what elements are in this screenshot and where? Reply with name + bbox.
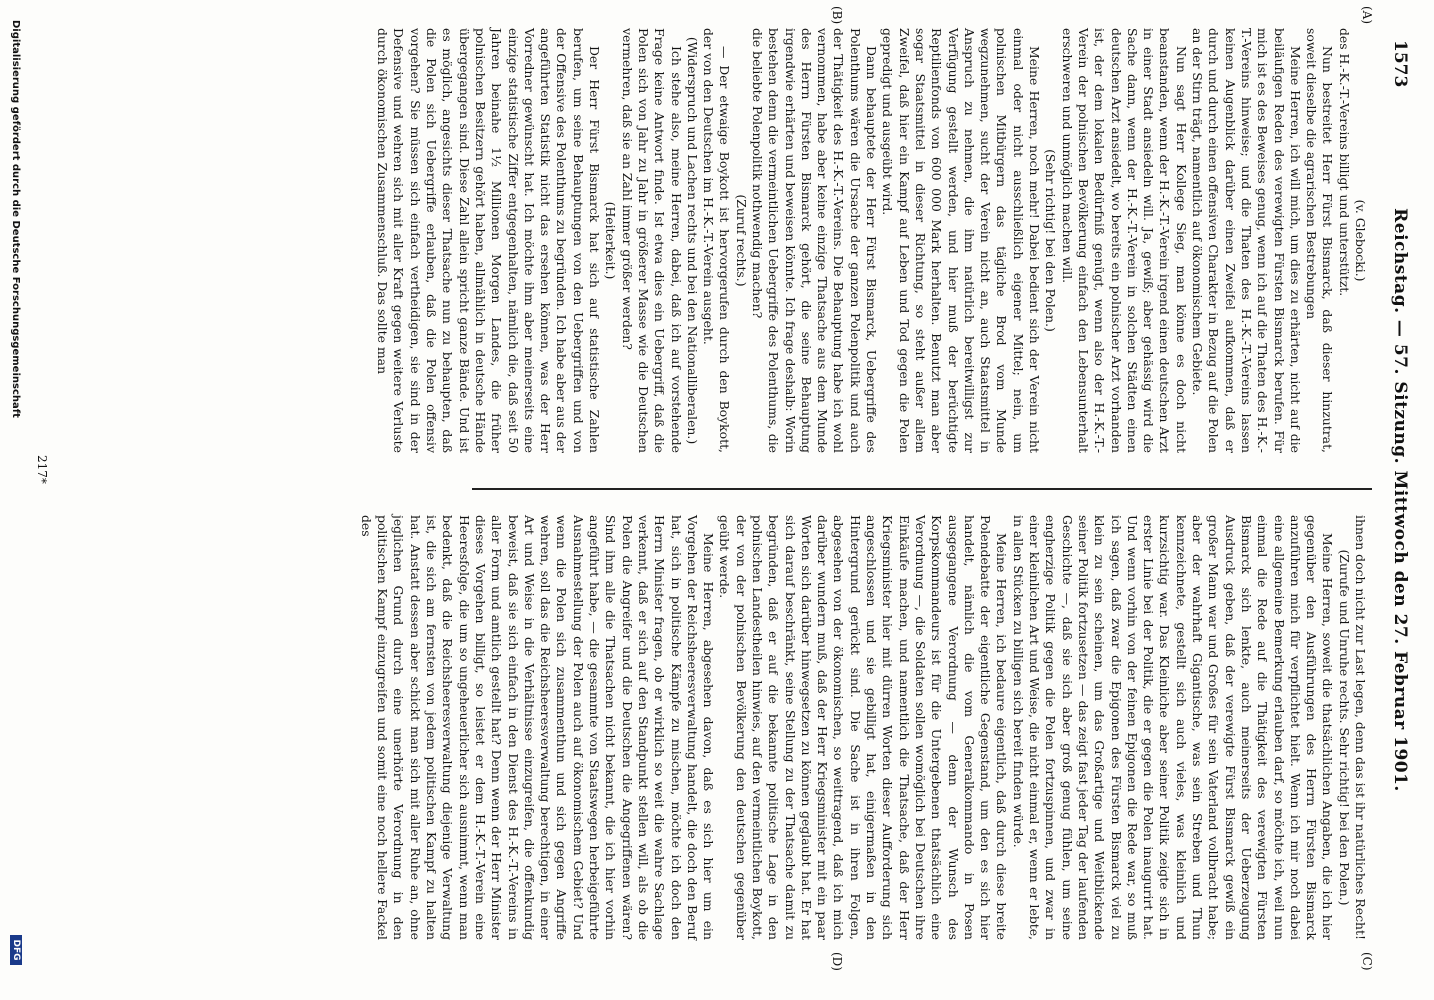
interjection: (Zurufe und Unruhe rechts. Sehr richtig! bei den Polen.) (1336, 549, 1352, 906)
paragraph: Ich stehe also, meine Herren, dabei, daß ich auf vorstehende Frage keine Antwort finde. Ist etwa dies ein Uebergriff, daß die Polen sich von Jahr zu Jahr in größerer Masse wie die Deutschen vermehren, daß sie an Zahl immer größer werden? (619, 28, 684, 453)
paragraph: des H.-K.-T.-Vereins billigt und unterstützt. (1336, 28, 1352, 297)
paragraph: Meine Herren, ich bedaure eigentlich, daß durch diese breite Polendebatte der eigentliche Gegenstand, um den es sich hier handelt, nämlich die vom Generalkommando in Posen ausgegangene Verordnung — denn der Wunsch des Korpskommandeurs ist für die Untergebenen thatsächlich eine Verordnung —, die Soldaten sollen womöglich bei Deutschen ihre Einkäufe machen, und namentlich die Thatsache, daß der Herr Kriegsminister hier mit dürren Worten dieser Aufforderung sich angeschlossen und sie gebilligt hat, einigermaßen in den Hintergrund gerückt sind. Die Sache ist in ihren Folgen, abgesehen von der ökonomischen, so weittragend, daß ich mich darüber wundern muß, daß der Herr Kriegsminister mit ein paar Worten sich darüber hinwegsetzen zu können geglaubt hat. Er hat sich darauf beschränkt, seine Stellung zu der Thatsache damit zu begründen, daß er auf die bekannte politische Lage in den polnischen Landestheilen hinwies, auf den vermeintlichen Boykott, der von der polnischen Bevölkerung den deutschen gegenüber geübt werde. (717, 515, 1010, 940)
paragraph: Nun sagt Herr Kollege Sieg, man könne es doch nicht beanstanden, wenn der H.-K.-T.-Verein irgend einen deutschen Arzt in einer Stadt ansiedeln will. Ja, gewiß; aber gehässig wird die Sache dann, wenn der H.-K.-T.-Verein in solchen Städten einen deutschen Arzt ansiedelt, wo bereits ein polnischer Arzt vorhanden ist, der dem lokalen Bedürfniß genügt, wenn also der H.-K.-T.-Verein der polnischen Bevölkerung einfach den Lebensunterhalt erschweren und unmöglich machen will. (1059, 28, 1189, 453)
paragraph: — Der etwaige Boykott ist hervorgerufen durch den Boykott, der von den Deutschen im H.-K.-T.-Verein ausgeht. (701, 28, 733, 453)
dfg-logo: DFG (10, 935, 22, 965)
margin-marker-b: (B) (830, 6, 844, 25)
paragraph: Der Herr Fürst Bismarck hat sich auf statistische Zahlen berufen, um seine Behauptungen von den Uebergriffen und von der Offensive des Polenthums zu begründen. Ich habe aber aus der angeführten Statistik nicht das ersehen können, was der Herr Vorredner gewünscht hat. Ich möchte ihm aber meinerseits eine einzige statistische Ziffer entgegenhalten, nämlich die, daß seit 50 Jahren beinahe 1½ Millionen Morgen Landes, die früher polnischen Besitzern gehört haben, allmählich in deutsche Hände übergegangen sind. Diese Zahl allein spricht ganze Bände. Und ist es möglich, angesichts dieser Thatsache nun zu behaupten, daß die Polen sich Uebergriffe erlauben, daß die Polen offensiv vorgehen? Sie müssen sich einfach vertheidigen, sie sind in der Defensive und wehren sich mit aller Kraft gegen weitere Verluste durch ökonomischen Zusammenschluß. Das sollte man (375, 28, 603, 453)
interjection: (Sehr richtig! bei den Polen.) (1043, 149, 1059, 332)
interjection: (Heiterkeit.) (603, 201, 619, 280)
page-title: Reichstag. — 57. Sitzung. Mittwoch den 27. Februar 1901. (1390, 208, 1410, 792)
paragraph: Dann behauptete der Herr Fürst Bismarck, Uebergriffe des Polenthums wären die Ursache der ganzen Polenpolitik und auch der Thätigkeit des H.-K.-T.-Vereins. Die Behauptung habe ich wohl vernommen, habe aber keine einzige Thatsache aus dem Munde des Herrn Fürsten Bismarck gehört, die seine Behauptung irgendwie erhärten und beweisen könnte. Ich frage deshalb: Worin bestehen denn die vermeintlichen Uebergriffe des Polenthums, die die beliebte Polenpolitik nothwendig machen? (750, 28, 880, 453)
interjection: (Widerspruch und Lachen rechts und bei den Nationalliberalen.) (684, 36, 700, 445)
page-header (1386, 40, 1416, 960)
interjection: (Zuruf rechts.) (733, 194, 749, 287)
paragraph: Nun bestreitet Herr Fürst Bismarck, daß dieser hinzutrat, soweit dieselbe die agrarischen Bestrebungen (1304, 28, 1336, 453)
paragraph: Meine Herren, soweit die thatsächlichen Angaben, die ich hier gegenüber den Ausführungen des Herrn Fürsten Bismarck anzuführen mich für verpflichtet hielt. Wenn ich mir noch dabei eine allgemeine Bemerkung erlauben darf, so möchte ich, weil nun einmal die Rede auf die Thätigkeit des verewigten Fürsten Bismarck sich lenkte, auch meinerseits der Ueberzeugung Ausdruck geben, daß der verewigte Fürst Bismarck gewiß ein großer Mann war und Großes für sein Vaterland vollbracht habe; aber der wahrhaft Gigantische, was sein Streben und Thun kennzeichnete, gestellt sich auch vieles, was kleinlich und kurzsichtig war. Das Kleinliche aber seiner Politik zeigte sich in erster Linie bei der Politik, die er gegen die Polen inaugurirt hat. Und wenn vorhin von der feinen Epigonen die Rede war, so muß ich sagen, daß zwar die Epigonen des Fürsten Bismarck viel zu klein zu sein scheinen, um das Großartige und Weitblickende seiner Politik fortzusetzen — das zeigt fast jeder Tag der laufenden Geschichte —, daß sie sich aber groß genug fühlen, um seine engherzige Politik gegen die Polen fortzuspinnen, und zwar in einer kleinlichen Art und Weise, die nicht einmal er, wenn er lebte, in allen Stücken zu billigen sich bereit finden würde. (1010, 515, 1336, 940)
margin-marker-c: (C) (1360, 952, 1374, 971)
paragraph: Meine Herren, ich will mich, um dies zu erhärten, nicht auf die beiläufigen Reden des verewigten Fürsten Bismarck berufen. Für mich ist es des Beweises genug, wenn ich auf die Thaten des H.-K.-T.-Vereins hinweise; und die Thaten des H.-K.-T.-Vereins lassen keinen Augenblick darüber einen Zweifel aufkommen, daß er durch und durch einen offensiven Charakter in Bezug auf die Polen an der Stirn trägt, namentlich auf ökonomischem Gebiete. (1190, 28, 1303, 453)
page-number: 1573 (1390, 40, 1410, 88)
speaker-name: (v. Glebocki.) (1353, 199, 1368, 282)
signature-mark: 217* (35, 455, 49, 484)
column-divider (472, 488, 1372, 490)
right-column (358, 515, 1368, 940)
margin-marker-d: (D) (830, 952, 844, 971)
footer-credit: Digitalisierung gefördert durch die Deutsche Forschungsgemeinschaft (10, 20, 21, 418)
paragraph: Meine Herren, abgesehen davon, daß es sich hier um ein Vorgehen der Reichsheeresverwaltung handelt, die doch den Beruf hat, sich in politische Kämpfe zu mischen, möchte ich doch den Herrn Minister fragen, ob er wirklich so weit die wahre Sachlage verkennt, daß er sich auf den Standpunkt stellen will, als ob die Polen die Angreifer und die Deutschen die Angegriffenen wären? Sind ihm alle die Thatsachen nicht bekannt, die ich hier vorhin angeführt habe, — die gesammte von Staatswegen herbeigeführte Ausnahmestellung der Polen auch auf ökonomischem Gebiet? Und wenn die Polen sich zusammenthun und sich gegen Angriffe wehren, soll das die Reichsheeresverwaltung berechtigen, in einer Art und Weise in die Verhältnisse einzugreifen, die offenkundig beweist, daß sie sich einfach in den Dienst des H.-K.-T.-Vereins in aller Form und amtlich gestellt hat? Denn wenn der Herr Minister dieses Vorgehen billigt, so leistet er dem H.-K.-T.-Verein eine Heeresfolge, die um so ungeheuerlicher sich ausnimmt, wenn man bedenkt, daß die Reichsheeresverwaltung diejenige Verwaltung ist, die sich am fernsten von jedem politischen Kampf zu halten hat. Anstatt dessen aber schickt man sich mit aller Ruhe an, ohne jeglichen Grund durch eine unerhörte Verordnung in den politischen Kampf einzugreifen und somit eine noch hellere Fackel des (358, 515, 717, 940)
margin-marker-a: (A) (1360, 6, 1374, 25)
paragraph: ihnen doch nicht zur Last legen, denn das ist ihr natürliches Recht! (1353, 515, 1368, 940)
left-column (374, 28, 1368, 453)
paragraph: Meine Herren, noch mehr! Dabei bedient sich der Verein nicht einmal oder nicht ausschließlich eigener Mittel; nein, um polnischen Mitbürgern das tägliche Brod vom Munde wegzunehmen, sucht der Verein nicht an, auch Staatsmittel in Anspruch zu nehmen, die ihm natürlich bereitwilligst zur Verfügung gestellt werden, und hier muß der berüchtigte Reptilienfonds von 600 000 Mark herhalten. Benutzt man aber sogar Staatsmittel in dieser Richtung, so steht außer allem Zweifel, daß hier ein Kampf auf Leben und Tod gegen die Polen gepredigt und ausgeübt wird. (880, 28, 1043, 453)
